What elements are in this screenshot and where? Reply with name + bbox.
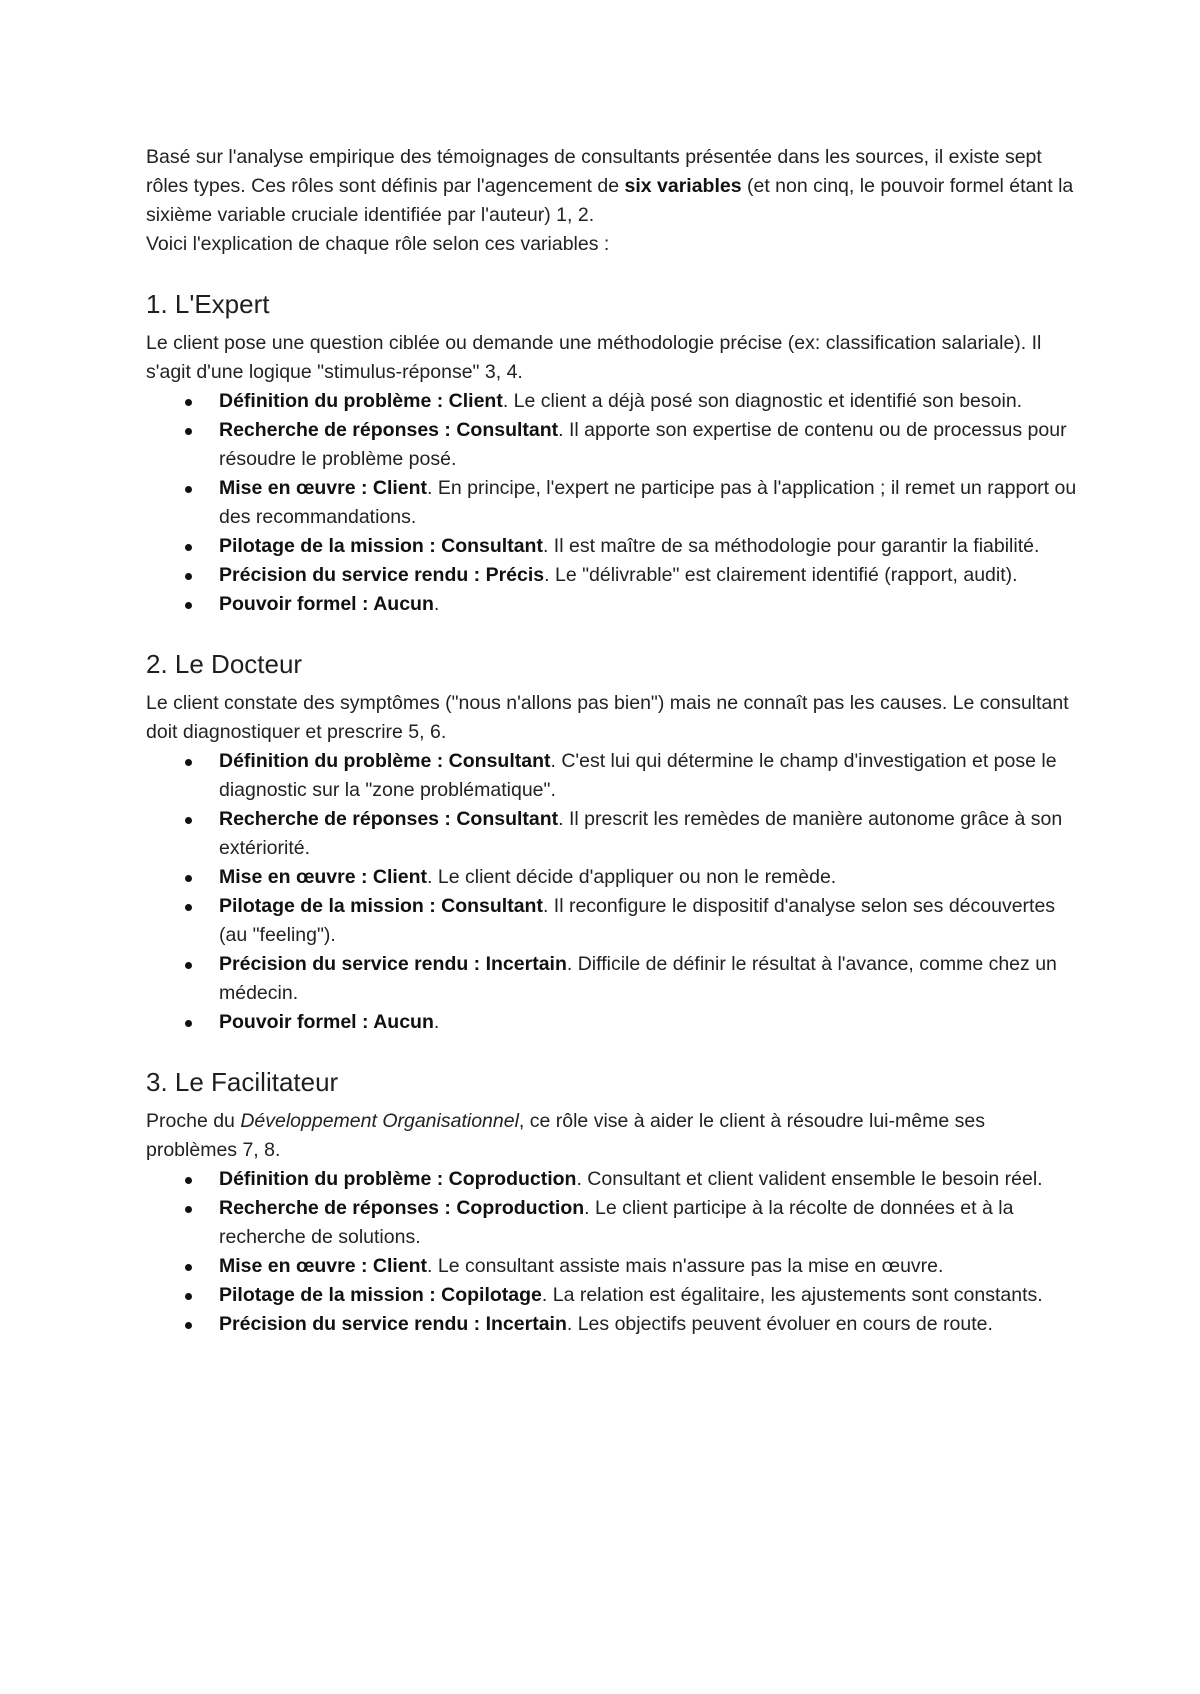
variables-list xyxy=(146,747,1080,1037)
bullet-icon xyxy=(185,1177,192,1184)
list-item xyxy=(146,561,1080,590)
item-label: Pilotage de la mission : Consultant xyxy=(219,895,543,917)
item-text: . Les objectifs peuvent évoluer en cours de route. xyxy=(566,1313,993,1335)
section-lead: Le client constate des symptômes ("nous n'allons pas bien") mais ne connaît pas les causes. Le consultant doit diagnostiquer et prescrire 5, 6. xyxy=(146,692,1069,743)
item-text: . Difficile de définir le résultat à l'avance, comme chez un médecin. xyxy=(219,953,1057,1004)
bullet-icon xyxy=(185,602,192,609)
list-item xyxy=(146,387,1080,416)
section-title: 2. Le Docteur xyxy=(146,649,303,679)
item-text: . Consultant et client valident ensemble le besoin réel. xyxy=(576,1168,1043,1190)
item-text: . Le "délivrable" est clairement identifié (rapport, audit). xyxy=(544,564,1018,586)
item-label: Mise en œuvre : Client xyxy=(219,477,428,499)
section-docteur xyxy=(146,647,1080,1037)
variables-list xyxy=(146,1165,1080,1339)
item-label: Mise en œuvre : Client xyxy=(219,866,428,888)
item-text: . Le client décide d'appliquer ou non le remède. xyxy=(427,866,837,888)
list-item xyxy=(146,416,1080,474)
list-item xyxy=(146,1310,1080,1339)
item-label: Pouvoir formel : Aucun xyxy=(219,1011,434,1033)
variables-list xyxy=(146,387,1080,619)
intro-text-end: (et non cinq, le pouvoir formel étant la sixième variable cruciale identifiée par l'auteur) 1, 2. xyxy=(146,175,1074,226)
bullet-icon xyxy=(185,573,192,580)
list-item xyxy=(146,950,1080,1008)
item-label: Mise en œuvre : Client xyxy=(219,1255,428,1277)
list-item xyxy=(146,747,1080,805)
bullet-icon xyxy=(185,759,192,766)
item-label: Pouvoir formel : Aucun xyxy=(219,593,434,615)
item-label: Pilotage de la mission : Copilotage xyxy=(219,1284,542,1306)
bullet-icon xyxy=(185,1020,192,1027)
item-label: Recherche de réponses : Coproduction xyxy=(219,1197,585,1219)
bullet-icon xyxy=(185,544,192,551)
section-title: 3. Le Facilitateur xyxy=(146,1067,339,1097)
item-text: . Il prescrit les remèdes de manière autonome grâce à son extériorité. xyxy=(219,808,1063,859)
item-label: Précision du service rendu : Incertain xyxy=(219,953,567,975)
section-lead: Le client pose une question ciblée ou demande une méthodologie précise (ex: classification salariale). Il s'agit d'une logique "stimulus-réponse" 3, 4. xyxy=(146,332,1042,383)
item-text: . Il apporte son expertise de contenu ou de processus pour résoudre le problème posé. xyxy=(219,419,1067,470)
item-text: . Il reconfigure le dispositif d'analyse selon ses découvertes (au "feeling"). xyxy=(219,895,1056,946)
bullet-icon xyxy=(185,875,192,882)
lead-text: Proche du xyxy=(146,1110,241,1132)
item-label: Définition du problème : Client xyxy=(219,390,503,412)
intro-text: Basé sur l'analyse empirique des témoignages de consultants présentée dans les sources, il existe sept rôles types. Ces rôles sont définis par l'agencement de xyxy=(146,146,1042,197)
list-item xyxy=(146,1165,1080,1194)
list-item xyxy=(146,532,1080,561)
section-title: 1. L'Expert xyxy=(146,289,270,319)
bullet-icon xyxy=(185,428,192,435)
bullet-icon xyxy=(185,1206,192,1213)
item-text: . Il est maître de sa méthodologie pour garantir la fiabilité. xyxy=(542,535,1040,557)
section-expert xyxy=(146,287,1080,619)
item-text: . Le consultant assiste mais n'assure pas la mise en œuvre. xyxy=(427,1255,944,1277)
list-item xyxy=(146,474,1080,532)
bullet-icon xyxy=(185,486,192,493)
list-item xyxy=(146,1194,1080,1252)
bullet-icon xyxy=(185,399,192,406)
list-item xyxy=(146,1281,1080,1310)
item-text: . xyxy=(433,593,440,615)
item-label: Pilotage de la mission : Consultant xyxy=(219,535,543,557)
item-label: Recherche de réponses : Consultant xyxy=(219,419,559,441)
item-label: Définition du problème : Consultant xyxy=(219,750,551,772)
intro-paragraph xyxy=(146,143,1080,230)
list-item xyxy=(146,892,1080,950)
list-item xyxy=(146,805,1080,863)
item-text: . Le client participe à la récolte de données et à la recherche de solutions. xyxy=(219,1197,1014,1248)
bullet-icon xyxy=(185,817,192,824)
item-text: . xyxy=(433,1011,440,1033)
lead-italic: Développement Organisationnel xyxy=(240,1110,519,1132)
list-item xyxy=(146,1008,1080,1037)
bullet-icon xyxy=(185,1264,192,1271)
item-text: . En principe, l'expert ne participe pas à l'application ; il remet un rapport ou des recommandations. xyxy=(219,477,1077,528)
bullet-icon xyxy=(185,1322,192,1329)
item-label: Précision du service rendu : Précis xyxy=(219,564,545,586)
item-text: . C'est lui qui détermine le champ d'investigation et pose le diagnostic sur la "zone problématique". xyxy=(219,750,1057,801)
list-item xyxy=(146,863,1080,892)
intro-bold: six variables xyxy=(624,175,742,197)
bullet-icon xyxy=(185,962,192,969)
intro xyxy=(146,143,1080,259)
lead-text-end: , ce rôle vise à aider le client à résoudre lui-même ses problèmes 7, 8. xyxy=(146,1110,985,1161)
section-facilitateur xyxy=(146,1065,1080,1339)
list-item xyxy=(146,590,1080,619)
item-label: Recherche de réponses : Consultant xyxy=(219,808,559,830)
section-lead xyxy=(146,1107,1080,1165)
bullet-icon xyxy=(185,1293,192,1300)
intro-line-2: Voici l'explication de chaque rôle selon ces variables : xyxy=(146,233,610,255)
item-label: Définition du problème : Coproduction xyxy=(219,1168,577,1190)
item-label: Précision du service rendu : Incertain xyxy=(219,1313,567,1335)
bullet-icon xyxy=(185,904,192,911)
list-item xyxy=(146,1252,1080,1281)
item-text: . La relation est égalitaire, les ajustements sont constants. xyxy=(541,1284,1043,1306)
item-text: . Le client a déjà posé son diagnostic et identifié son besoin. xyxy=(502,390,1023,412)
